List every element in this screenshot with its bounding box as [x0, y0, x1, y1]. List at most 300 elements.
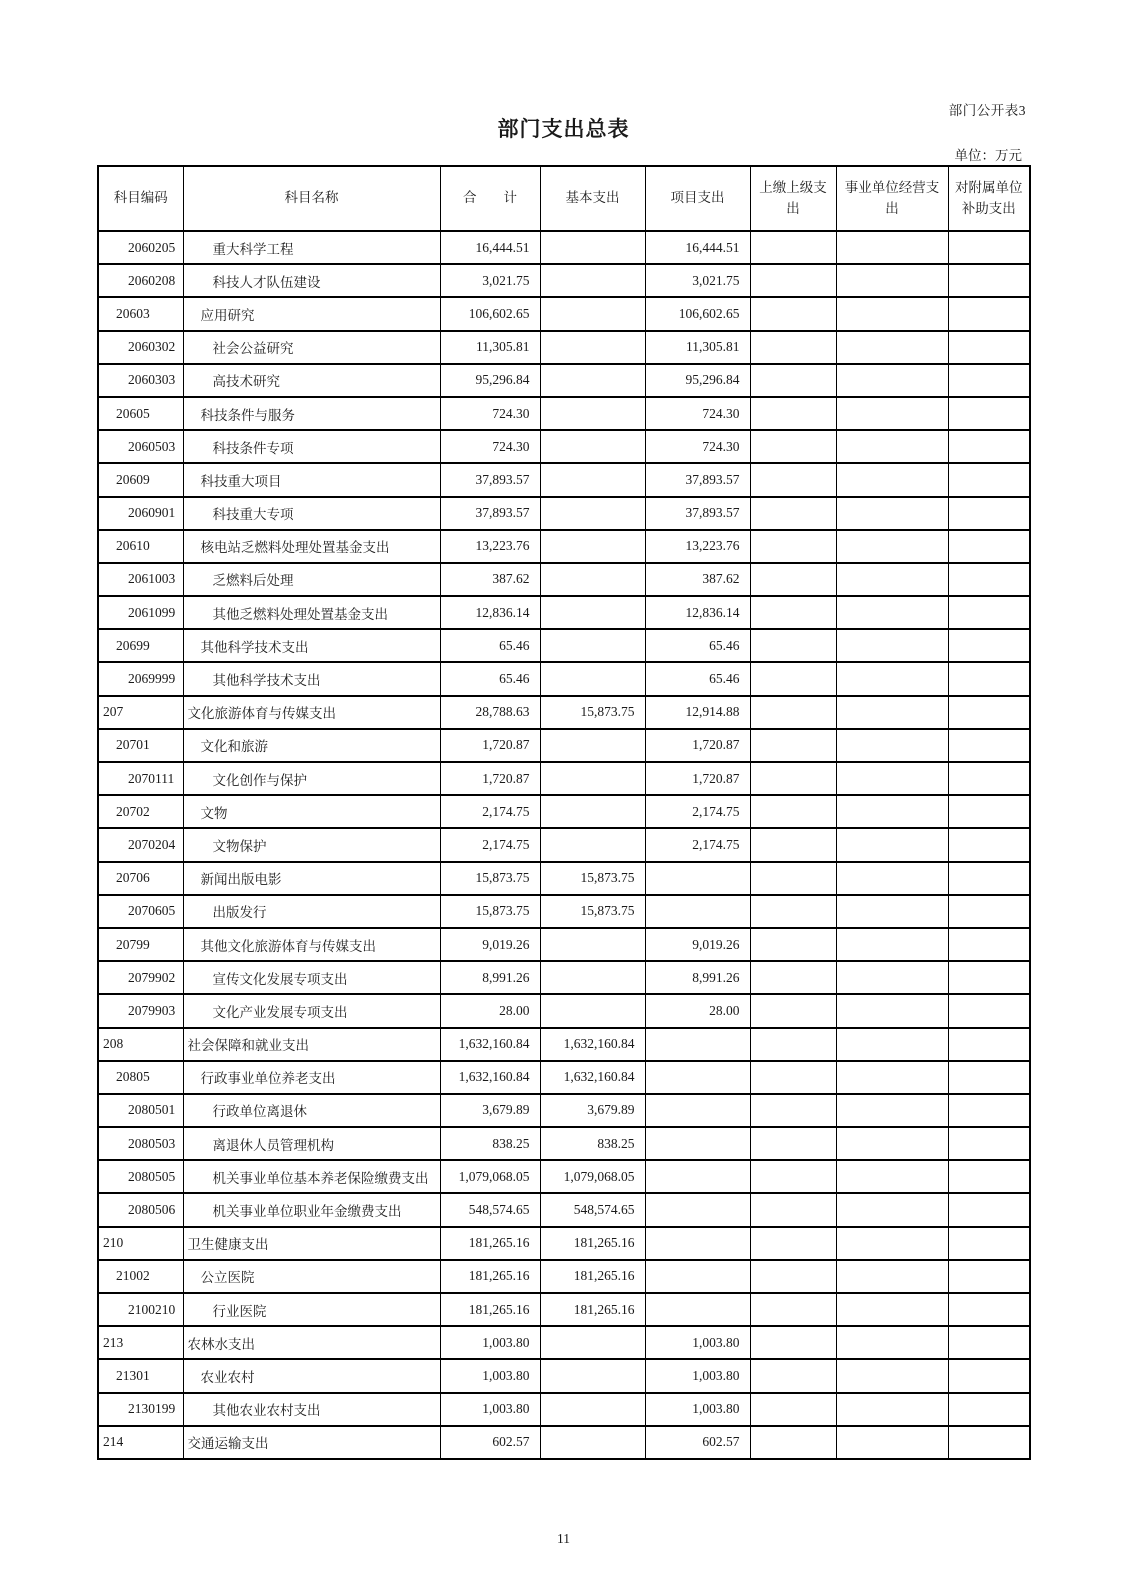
basic-cell [540, 397, 645, 430]
table-row [98, 463, 1030, 496]
name-cell: 科技人才队伍建设 [183, 264, 440, 297]
basic-cell [540, 497, 645, 530]
basic-cell [540, 928, 645, 961]
total-cell: 181,265.16 [440, 1260, 540, 1293]
total-cell: 1,632,160.84 [440, 1061, 540, 1094]
subsidy-cell [948, 828, 1030, 861]
operating-cell [836, 828, 948, 861]
name-cell: 文化创作与保护 [183, 762, 440, 795]
name-cell: 农业农村 [183, 1359, 440, 1392]
project-cell: 1,003.80 [645, 1393, 750, 1426]
operating-cell [836, 1359, 948, 1392]
subsidy-cell [948, 994, 1030, 1027]
basic-cell: 838.25 [540, 1127, 645, 1160]
project-cell [645, 1260, 750, 1293]
operating-cell [836, 530, 948, 563]
subsidy-cell [948, 928, 1030, 961]
code-cell: 214 [98, 1426, 183, 1459]
code-cell: 20699 [98, 629, 183, 662]
operating-cell [836, 895, 948, 928]
unit-note: 单位：万元 [954, 148, 1022, 163]
upper-cell [750, 1293, 836, 1326]
total-cell: 37,893.57 [440, 463, 540, 496]
subsidy-cell [948, 430, 1030, 463]
code-cell: 20706 [98, 862, 183, 895]
basic-cell: 3,679.89 [540, 1094, 645, 1127]
table-row [98, 563, 1030, 596]
total-cell: 602.57 [440, 1426, 540, 1459]
operating-cell [836, 729, 948, 762]
table-row [98, 1293, 1030, 1326]
project-cell: 16,444.51 [645, 231, 750, 264]
table-row [98, 1193, 1030, 1226]
subsidy-cell [948, 762, 1030, 795]
operating-cell [836, 264, 948, 297]
name-cell: 文化旅游体育与传媒支出 [183, 696, 440, 729]
operating-cell [836, 961, 948, 994]
subsidy-cell [948, 1061, 1030, 1094]
code-cell: 2061099 [98, 596, 183, 629]
subsidy-cell [948, 497, 1030, 530]
name-cell: 卫生健康支出 [183, 1227, 440, 1260]
subsidy-cell [948, 1260, 1030, 1293]
total-cell: 16,444.51 [440, 231, 540, 264]
operating-cell [836, 596, 948, 629]
name-cell: 宣传文化发展专项支出 [183, 961, 440, 994]
basic-cell [540, 364, 645, 397]
upper-cell [750, 1094, 836, 1127]
name-cell: 农林水支出 [183, 1326, 440, 1359]
subsidy-cell [948, 1326, 1030, 1359]
project-cell: 3,021.75 [645, 264, 750, 297]
upper-cell [750, 828, 836, 861]
project-cell: 1,720.87 [645, 762, 750, 795]
basic-cell [540, 961, 645, 994]
name-cell: 其他农业农村支出 [183, 1393, 440, 1426]
project-cell [645, 1061, 750, 1094]
project-cell: 724.30 [645, 430, 750, 463]
basic-cell [540, 331, 645, 364]
basic-cell: 15,873.75 [540, 862, 645, 895]
basic-cell: 1,079,068.05 [540, 1160, 645, 1193]
name-cell: 高技术研究 [183, 364, 440, 397]
code-cell: 2060208 [98, 264, 183, 297]
operating-cell [836, 1028, 948, 1061]
upper-cell [750, 629, 836, 662]
col-header-upper-level-expenditure: 上缴上级支出 [750, 166, 836, 231]
upper-cell [750, 1061, 836, 1094]
table-row [98, 497, 1030, 530]
code-cell: 213 [98, 1326, 183, 1359]
upper-cell [750, 928, 836, 961]
table-row [98, 231, 1030, 264]
upper-cell [750, 264, 836, 297]
subsidy-cell [948, 1426, 1030, 1459]
name-cell: 出版发行 [183, 895, 440, 928]
table-row [98, 397, 1030, 430]
subsidy-cell [948, 397, 1030, 430]
table-row [98, 1094, 1030, 1127]
name-cell: 行政事业单位养老支出 [183, 1061, 440, 1094]
total-cell: 724.30 [440, 397, 540, 430]
code-cell: 2060302 [98, 331, 183, 364]
project-cell: 602.57 [645, 1426, 750, 1459]
expenditure-summary-table [97, 165, 1031, 1460]
code-cell: 2060901 [98, 497, 183, 530]
basic-cell [540, 297, 645, 330]
code-cell: 21002 [98, 1260, 183, 1293]
total-cell: 1,632,160.84 [440, 1028, 540, 1061]
total-cell: 3,021.75 [440, 264, 540, 297]
basic-cell [540, 530, 645, 563]
basic-cell [540, 1426, 645, 1459]
basic-cell [540, 1326, 645, 1359]
project-cell: 37,893.57 [645, 463, 750, 496]
col-header-basic-expenditure: 基本支出 [540, 166, 645, 231]
subsidy-cell [948, 1160, 1030, 1193]
table-row [98, 762, 1030, 795]
total-cell: 15,873.75 [440, 862, 540, 895]
upper-cell [750, 662, 836, 695]
project-cell: 11,305.81 [645, 331, 750, 364]
operating-cell [836, 231, 948, 264]
basic-cell [540, 596, 645, 629]
name-cell: 其他科学技术支出 [183, 662, 440, 695]
project-cell: 13,223.76 [645, 530, 750, 563]
total-cell: 28.00 [440, 994, 540, 1027]
total-cell: 95,296.84 [440, 364, 540, 397]
name-cell: 其他乏燃料处理处置基金支出 [183, 596, 440, 629]
total-cell: 181,265.16 [440, 1227, 540, 1260]
code-cell: 20603 [98, 297, 183, 330]
code-cell: 2070605 [98, 895, 183, 928]
operating-cell [836, 463, 948, 496]
name-cell: 核电站乏燃料处理处置基金支出 [183, 530, 440, 563]
code-cell: 20799 [98, 928, 183, 961]
col-header-subsidy-expenditure: 对附属单位补助支出 [948, 166, 1030, 231]
subsidy-cell [948, 563, 1030, 596]
table-row [98, 1061, 1030, 1094]
upper-cell [750, 729, 836, 762]
table-row [98, 662, 1030, 695]
name-cell: 机关事业单位职业年金缴费支出 [183, 1193, 440, 1226]
basic-cell: 1,632,160.84 [540, 1061, 645, 1094]
name-cell: 重大科学工程 [183, 231, 440, 264]
table-row [98, 994, 1030, 1027]
code-cell: 2080505 [98, 1160, 183, 1193]
subsidy-cell [948, 1293, 1030, 1326]
table-row [98, 1227, 1030, 1260]
project-cell [645, 1227, 750, 1260]
project-cell: 8,991.26 [645, 961, 750, 994]
total-cell: 1,079,068.05 [440, 1160, 540, 1193]
code-cell: 2080503 [98, 1127, 183, 1160]
basic-cell [540, 563, 645, 596]
project-cell: 2,174.75 [645, 828, 750, 861]
project-cell [645, 862, 750, 895]
code-cell: 2060303 [98, 364, 183, 397]
upper-cell [750, 463, 836, 496]
subsidy-cell [948, 729, 1030, 762]
total-cell: 37,893.57 [440, 497, 540, 530]
subsidy-cell [948, 331, 1030, 364]
basic-cell [540, 629, 645, 662]
operating-cell [836, 662, 948, 695]
total-cell: 2,174.75 [440, 828, 540, 861]
project-cell: 37,893.57 [645, 497, 750, 530]
table-row [98, 895, 1030, 928]
subsidy-cell [948, 297, 1030, 330]
name-cell: 新闻出版电影 [183, 862, 440, 895]
subsidy-cell [948, 696, 1030, 729]
project-cell: 387.62 [645, 563, 750, 596]
code-cell: 2100210 [98, 1293, 183, 1326]
basic-cell: 181,265.16 [540, 1293, 645, 1326]
operating-cell [836, 1193, 948, 1226]
name-cell: 科技条件专项 [183, 430, 440, 463]
upper-cell [750, 1359, 836, 1392]
operating-cell [836, 629, 948, 662]
subsidy-cell [948, 364, 1030, 397]
table-row [98, 696, 1030, 729]
total-cell: 15,873.75 [440, 895, 540, 928]
code-cell: 2060503 [98, 430, 183, 463]
upper-cell [750, 895, 836, 928]
operating-cell [836, 1127, 948, 1160]
operating-cell [836, 397, 948, 430]
total-cell: 1,720.87 [440, 762, 540, 795]
basic-cell [540, 1359, 645, 1392]
name-cell: 交通运输支出 [183, 1426, 440, 1459]
operating-cell [836, 795, 948, 828]
basic-cell: 181,265.16 [540, 1227, 645, 1260]
project-cell: 12,914.88 [645, 696, 750, 729]
total-cell: 11,305.81 [440, 331, 540, 364]
project-cell: 65.46 [645, 662, 750, 695]
name-cell: 行业医院 [183, 1293, 440, 1326]
table-row [98, 1260, 1030, 1293]
operating-cell [836, 1061, 948, 1094]
subsidy-cell [948, 1127, 1030, 1160]
upper-cell [750, 231, 836, 264]
total-cell: 9,019.26 [440, 928, 540, 961]
table-row [98, 430, 1030, 463]
operating-cell [836, 364, 948, 397]
total-cell: 1,003.80 [440, 1359, 540, 1392]
code-cell: 2079902 [98, 961, 183, 994]
operating-cell [836, 928, 948, 961]
basic-cell: 548,574.65 [540, 1193, 645, 1226]
subsidy-cell [948, 231, 1030, 264]
total-cell: 13,223.76 [440, 530, 540, 563]
upper-cell [750, 1393, 836, 1426]
subsidy-cell [948, 1393, 1030, 1426]
basic-cell [540, 762, 645, 795]
code-cell: 208 [98, 1028, 183, 1061]
code-cell: 2061003 [98, 563, 183, 596]
operating-cell [836, 1160, 948, 1193]
upper-cell [750, 1028, 836, 1061]
name-cell: 科技条件与服务 [183, 397, 440, 430]
total-cell: 1,003.80 [440, 1326, 540, 1359]
name-cell: 其他科学技术支出 [183, 629, 440, 662]
basic-cell [540, 463, 645, 496]
table-row [98, 795, 1030, 828]
code-cell: 2080501 [98, 1094, 183, 1127]
name-cell: 公立医院 [183, 1260, 440, 1293]
basic-cell [540, 430, 645, 463]
subsidy-cell [948, 1193, 1030, 1226]
project-cell: 2,174.75 [645, 795, 750, 828]
total-cell: 724.30 [440, 430, 540, 463]
table-row [98, 629, 1030, 662]
total-cell: 1,720.87 [440, 729, 540, 762]
upper-cell [750, 563, 836, 596]
code-cell: 2079903 [98, 994, 183, 1027]
upper-cell [750, 994, 836, 1027]
code-cell: 2070111 [98, 762, 183, 795]
upper-cell [750, 596, 836, 629]
upper-cell [750, 430, 836, 463]
code-cell: 2130199 [98, 1393, 183, 1426]
project-cell: 1,003.80 [645, 1359, 750, 1392]
operating-cell [836, 563, 948, 596]
upper-cell [750, 1260, 836, 1293]
project-cell: 95,296.84 [645, 364, 750, 397]
operating-cell [836, 1227, 948, 1260]
col-header-project-expenditure: 项目支出 [645, 166, 750, 231]
operating-cell [836, 1426, 948, 1459]
code-cell: 20605 [98, 397, 183, 430]
table-header-row [98, 166, 1030, 231]
basic-cell [540, 662, 645, 695]
code-cell: 20702 [98, 795, 183, 828]
basic-cell [540, 729, 645, 762]
code-cell: 2069999 [98, 662, 183, 695]
table-row [98, 264, 1030, 297]
upper-cell [750, 762, 836, 795]
total-cell: 3,679.89 [440, 1094, 540, 1127]
project-cell [645, 1160, 750, 1193]
code-cell: 20805 [98, 1061, 183, 1094]
project-cell [645, 1193, 750, 1226]
code-cell: 2060205 [98, 231, 183, 264]
name-cell: 社会保障和就业支出 [183, 1028, 440, 1061]
name-cell: 社会公益研究 [183, 331, 440, 364]
total-cell: 8,991.26 [440, 961, 540, 994]
name-cell: 行政单位离退休 [183, 1094, 440, 1127]
project-cell [645, 1127, 750, 1160]
name-cell: 文化产业发展专项支出 [183, 994, 440, 1027]
name-cell: 科技重大项目 [183, 463, 440, 496]
project-cell [645, 1094, 750, 1127]
total-cell: 65.46 [440, 629, 540, 662]
upper-cell [750, 364, 836, 397]
subsidy-cell [948, 862, 1030, 895]
basic-cell: 15,873.75 [540, 895, 645, 928]
subsidy-cell [948, 1094, 1030, 1127]
project-cell: 65.46 [645, 629, 750, 662]
table-row [98, 331, 1030, 364]
basic-cell [540, 828, 645, 861]
table-row [98, 729, 1030, 762]
upper-cell [750, 1426, 836, 1459]
table-row [98, 1326, 1030, 1359]
name-cell: 乏燃料后处理 [183, 563, 440, 596]
total-cell: 28,788.63 [440, 696, 540, 729]
table-row [98, 530, 1030, 563]
upper-cell [750, 1227, 836, 1260]
basic-cell: 15,873.75 [540, 696, 645, 729]
project-cell: 9,019.26 [645, 928, 750, 961]
table-row [98, 596, 1030, 629]
upper-cell [750, 297, 836, 330]
name-cell: 文物保护 [183, 828, 440, 861]
operating-cell [836, 297, 948, 330]
code-cell: 210 [98, 1227, 183, 1260]
subsidy-cell [948, 795, 1030, 828]
basic-cell [540, 1393, 645, 1426]
subsidy-cell [948, 1028, 1030, 1061]
page-number: 11 [557, 1531, 570, 1546]
name-cell: 其他文化旅游体育与传媒支出 [183, 928, 440, 961]
col-header-operating-expenditure: 事业单位经营支出 [836, 166, 948, 231]
subsidy-cell [948, 895, 1030, 928]
code-cell: 21301 [98, 1359, 183, 1392]
code-cell: 20701 [98, 729, 183, 762]
table-row [98, 1393, 1030, 1426]
operating-cell [836, 994, 948, 1027]
operating-cell [836, 497, 948, 530]
project-cell: 28.00 [645, 994, 750, 1027]
project-cell [645, 1028, 750, 1061]
table-row [98, 862, 1030, 895]
code-cell: 207 [98, 696, 183, 729]
basic-cell: 1,632,160.84 [540, 1028, 645, 1061]
upper-cell [750, 331, 836, 364]
table-row [98, 1359, 1030, 1392]
page-title: 部门支出总表 [497, 118, 630, 141]
subsidy-cell [948, 596, 1030, 629]
subsidy-cell [948, 463, 1030, 496]
doc-label: 部门公开表3 [948, 103, 1026, 118]
operating-cell [836, 1393, 948, 1426]
upper-cell [750, 1193, 836, 1226]
total-cell: 106,602.65 [440, 297, 540, 330]
basic-cell: 181,265.16 [540, 1260, 645, 1293]
basic-cell [540, 795, 645, 828]
table-row [98, 364, 1030, 397]
col-header-subject-name: 科目名称 [183, 166, 440, 231]
upper-cell [750, 1326, 836, 1359]
upper-cell [750, 530, 836, 563]
name-cell: 文化和旅游 [183, 729, 440, 762]
name-cell: 科技重大专项 [183, 497, 440, 530]
project-cell: 12,836.14 [645, 596, 750, 629]
subsidy-cell [948, 629, 1030, 662]
project-cell: 724.30 [645, 397, 750, 430]
project-cell: 106,602.65 [645, 297, 750, 330]
code-cell: 20609 [98, 463, 183, 496]
upper-cell [750, 1160, 836, 1193]
table-row [98, 1426, 1030, 1459]
name-cell: 文物 [183, 795, 440, 828]
operating-cell [836, 862, 948, 895]
subsidy-cell [948, 961, 1030, 994]
upper-cell [750, 696, 836, 729]
operating-cell [836, 1293, 948, 1326]
project-cell [645, 1293, 750, 1326]
